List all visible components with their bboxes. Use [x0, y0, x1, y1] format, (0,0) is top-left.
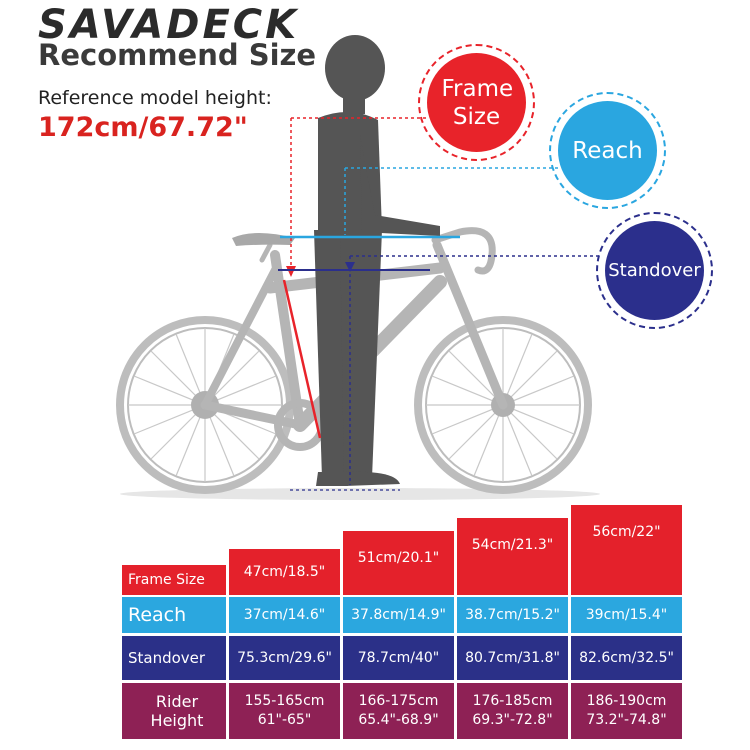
standover-cell: 80.7cm/31.8": [457, 636, 568, 680]
reference-height-value: 172cm/67.72": [38, 112, 248, 143]
row-label-rider-height: Rider Height: [122, 683, 226, 739]
rider-height-cm: 176-185cm: [472, 693, 553, 709]
rider-height-cm: 155-165cm: [244, 693, 325, 709]
rider-height-in: 61"-65": [257, 712, 312, 728]
rider-height-in: 73.2"-74.8": [586, 712, 667, 728]
rider-height-cell: [457, 683, 568, 739]
rider-height-cell: [229, 683, 340, 739]
row-label-frame-size: Frame Size: [122, 565, 226, 595]
frame-size-badge-ring: [418, 44, 535, 161]
reach-cell: 39cm/15.4": [571, 597, 682, 633]
page-subtitle: Recommend Size: [38, 38, 317, 72]
brand-logo: SAVADECK: [38, 2, 300, 48]
frame-size-cell: 56cm/22": [571, 505, 682, 595]
frame-size-cell: 51cm/20.1": [343, 531, 454, 595]
standover-badge: [605, 221, 704, 320]
standover-badge-ring: [596, 212, 713, 329]
reach-badge: [558, 101, 657, 200]
standover-cell: 75.3cm/29.6": [229, 636, 340, 680]
reference-height-label: Reference model height:: [38, 87, 272, 109]
reach-badge-ring: [549, 92, 666, 209]
standover-cell: 78.7cm/40": [343, 636, 454, 680]
saddle: [232, 233, 295, 246]
frame-size-badge: [427, 53, 526, 152]
rider-height-cm: 166-175cm: [358, 693, 439, 709]
rider-height-cell: [571, 683, 682, 739]
reach-cell: 37.8cm/14.9": [343, 597, 454, 633]
frame-size-cell: 47cm/18.5": [229, 549, 340, 595]
frame-size-cell: 54cm/21.3": [457, 518, 568, 595]
rider-height-in: 69.3"-72.8": [472, 712, 553, 728]
row-label-standover: Standover: [122, 636, 226, 680]
rider-height-in: 65.4"-68.9": [358, 712, 439, 728]
rider-height-cm: 186-190cm: [586, 693, 667, 709]
standover-cell: 82.6cm/32.5": [571, 636, 682, 680]
standover-badge-label: Standover: [608, 260, 701, 281]
reach-cell: 37cm/14.6": [229, 597, 340, 633]
reach-badge-label: Reach: [572, 137, 643, 164]
reach-cell: 38.7cm/15.2": [457, 597, 568, 633]
rider-height-cell: [343, 683, 454, 739]
frame-size-badge-label: Frame Size: [441, 75, 514, 130]
row-label-reach: Reach: [122, 597, 226, 633]
